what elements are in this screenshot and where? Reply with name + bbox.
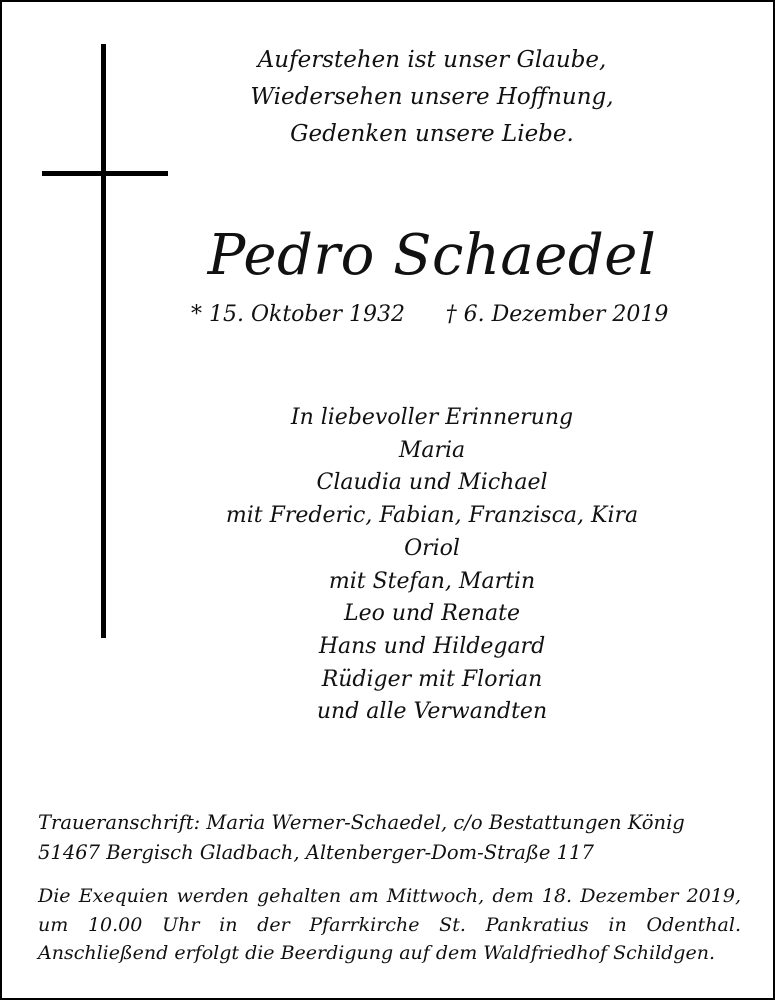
birth-date: * 15. Oktober 1932	[190, 302, 406, 327]
cross-icon-crossbar	[42, 171, 168, 176]
address-line-2: 51467 Bergisch Gladbach, Altenberger-Dom-Straße 117	[38, 841, 594, 864]
mourner-line: Maria	[398, 437, 466, 463]
motto-line: Auferstehen ist unser Glaube,	[257, 47, 607, 73]
death-date: † 6. Dezember 2019	[445, 302, 669, 327]
mourners-heading: In liebevoller Erinnerung	[290, 405, 574, 430]
mourner-line: mit Frederic, Fabian, Franzisca, Kira	[225, 503, 639, 529]
motto-verse	[182, 42, 682, 153]
mourner-line: Oriol	[404, 535, 460, 561]
mourner-line: Rüdiger mit Florian	[321, 666, 543, 692]
deceased-name: Pedro Schaedel	[207, 223, 657, 288]
address-line-1: Traueranschrift: Maria Werner-Schaedel, c/o Bestattungen König	[38, 811, 685, 834]
motto-line: Gedenken unsere Liebe.	[290, 121, 574, 147]
mourning-address	[38, 808, 744, 868]
mourner-line: Leo und Renate	[343, 601, 520, 627]
mourner-line: und alle Verwandten	[316, 699, 548, 725]
funeral-service-info: Die Exequien werden gehalten am Mittwoch, dem 18. Dezember 2019, um 10.00 Uhr in der Pfarrkirche St. Pankratius in Odenthal. Anschließend erfolgt die Beerdigung auf dem Waldfriedhof Schildgen.	[38, 885, 741, 964]
mourner-line: mit Stefan, Martin	[328, 568, 536, 594]
mourner-line: Hans und Hildegard	[318, 633, 546, 659]
mourner-line: Claudia und Michael	[316, 470, 548, 496]
mourners-list	[182, 402, 682, 729]
motto-line: Wiedersehen unsere Hoffnung,	[250, 84, 614, 110]
cross-icon	[101, 44, 106, 638]
